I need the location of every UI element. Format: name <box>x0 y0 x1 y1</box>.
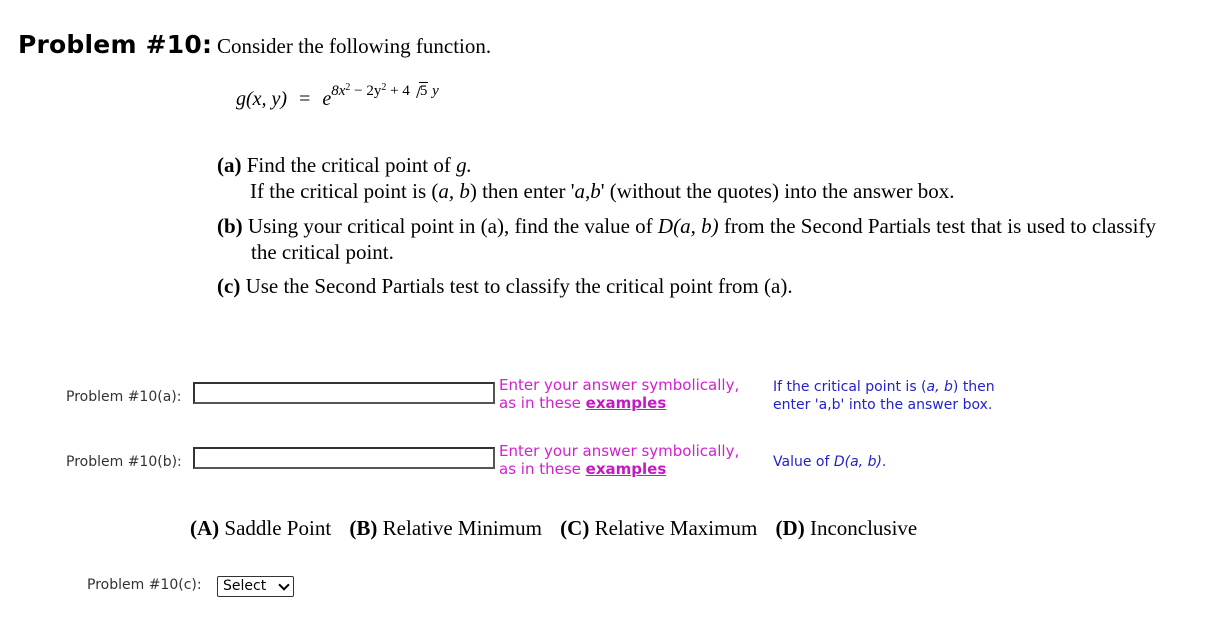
choice-b-key: (B) <box>349 516 378 540</box>
part-a-line2-var: a, b <box>438 179 470 203</box>
chevron-down-icon <box>278 579 289 590</box>
choice-c-text: Relative Maximum <box>594 516 758 540</box>
sqrt-value: 5 <box>419 83 428 99</box>
answer-a-hint-pre: as in these <box>499 394 581 412</box>
answer-a-note-line2: enter 'a,b' into the answer box. <box>773 397 993 413</box>
formula-base: e <box>322 88 332 110</box>
part-a <box>217 153 472 178</box>
answer-b-note <box>773 453 886 471</box>
answer-b-note-post: . <box>881 454 887 470</box>
answer-a-note-post: ) then <box>952 379 995 395</box>
choice-d <box>776 516 918 540</box>
answer-a-label: Problem #10(a): <box>66 389 182 405</box>
answer-b-note-var: D(a, b) <box>833 454 882 470</box>
formula-lhs: g(x, y) <box>236 88 288 110</box>
classification-choices <box>190 516 930 541</box>
part-a-line2-pre: If the critical point is ( <box>250 179 439 203</box>
answer-a-input[interactable] <box>193 382 495 404</box>
part-a-var: g. <box>456 153 472 177</box>
answer-b-label: Problem #10(b): <box>66 454 182 470</box>
part-c <box>217 274 793 299</box>
exponent-power-b: 2 <box>381 82 387 93</box>
choice-a <box>190 516 331 540</box>
answer-b-hint-line1: Enter your answer symbolically, <box>499 442 740 460</box>
choice-b <box>349 516 541 540</box>
choice-b-text: Relative Minimum <box>382 516 542 540</box>
classification-select[interactable] <box>217 576 294 597</box>
part-b-text-var: D(a, b) <box>657 214 719 238</box>
choice-a-text: Saddle Point <box>224 516 332 540</box>
exponent-power-a: 2 <box>345 82 351 93</box>
answer-a-hint-line1: Enter your answer symbolically, <box>499 376 740 394</box>
examples-link-a[interactable]: examples <box>585 394 667 412</box>
answer-a-note-line1 <box>773 378 995 396</box>
examples-link-b[interactable]: examples <box>585 460 667 478</box>
part-b-label: (b) <box>217 214 243 238</box>
answer-a-note <box>773 378 995 414</box>
problem-title: Problem #10: <box>18 30 213 59</box>
part-a-label: (a) <box>217 153 242 177</box>
sqrt-symbol <box>410 83 429 100</box>
choice-a-key: (A) <box>190 516 220 540</box>
part-a-text: Find the critical point of <box>246 153 451 177</box>
select-value: Select <box>223 578 267 594</box>
answer-a-hint-line2 <box>499 394 739 412</box>
exponent-term-c: + 4 <box>386 83 410 99</box>
part-c-text: Use the Second Partials test to classify the critical point from (a). <box>245 274 793 298</box>
part-a-line2-var2: a,b <box>574 179 601 203</box>
formula-exponent <box>331 83 439 99</box>
problem-description: Consider the following function. <box>217 34 492 58</box>
choice-c-key: (C) <box>560 516 590 540</box>
answer-a-note-var: a, b <box>926 379 953 395</box>
formula-equals: = <box>299 88 311 110</box>
part-c-label: (c) <box>217 274 241 298</box>
part-a-line2-post: ) then enter ' <box>469 179 575 203</box>
answer-b-hint-line2 <box>499 460 739 478</box>
answer-b-note-pre: Value of <box>773 454 830 470</box>
part-a-line2-end: ' (without the quotes) into the answer box. <box>600 179 955 203</box>
choice-d-text: Inconclusive <box>809 516 918 540</box>
choice-d-key: (D) <box>775 516 805 540</box>
answer-b-hint <box>499 442 739 478</box>
part-b-text-post: from the Second Partials test that is used to classify <box>723 214 1156 238</box>
exponent-term-b: − 2y <box>350 83 382 99</box>
exponent-term-d: y <box>428 83 439 99</box>
part-b-line2: the critical point. <box>251 240 394 264</box>
answer-a-note-pre: If the critical point is ( <box>773 379 927 395</box>
part-b-text-pre: Using your critical point in (a), find the value of <box>247 214 653 238</box>
exponent-term-a: 8x <box>331 83 346 99</box>
answer-a-hint <box>499 376 739 412</box>
part-b <box>217 214 1156 239</box>
answer-c-label: Problem #10(c): <box>87 577 202 593</box>
answer-b-input[interactable] <box>193 447 495 469</box>
function-formula <box>236 82 439 111</box>
part-a-line2 <box>250 179 954 204</box>
choice-c <box>560 516 757 540</box>
answer-b-hint-pre: as in these <box>499 460 581 478</box>
